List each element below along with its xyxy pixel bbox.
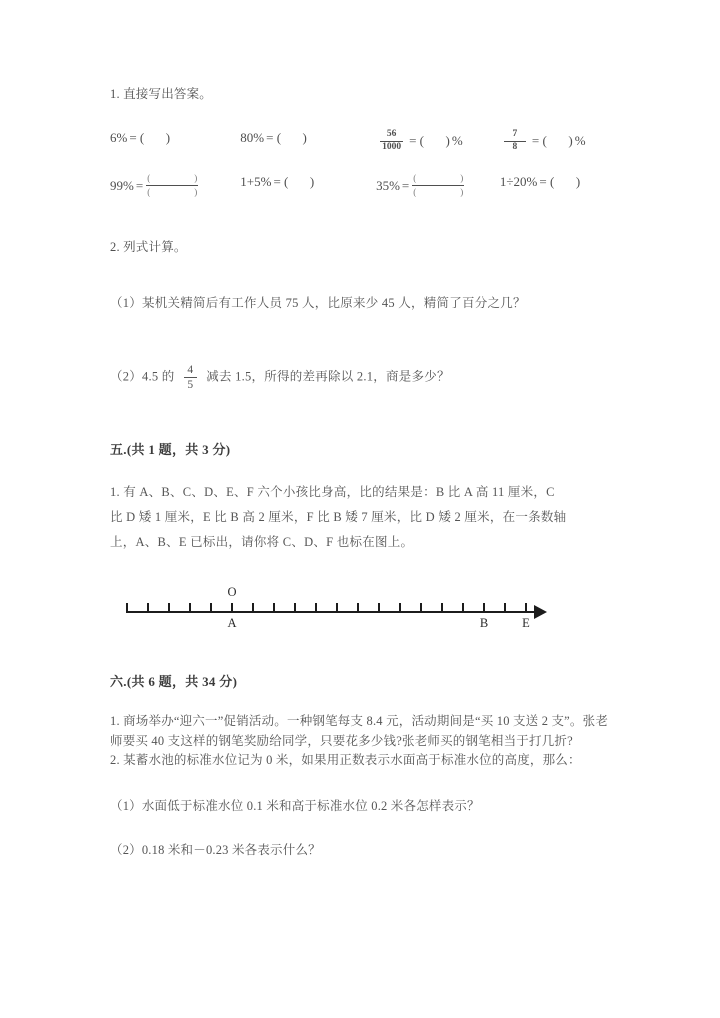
- number-line-tick: [252, 603, 254, 612]
- q1-item-1-blank[interactable]: [146, 130, 166, 146]
- number-line-tick: [189, 603, 191, 612]
- answer-fraction-blank[interactable]: [146, 174, 198, 197]
- spacer: [110, 770, 610, 796]
- fraction-numerator: 56: [386, 129, 397, 139]
- spacer: [110, 152, 610, 174]
- answer-denominator-blank[interactable]: [412, 186, 464, 197]
- q1-item-4-blank[interactable]: [549, 133, 569, 149]
- q1-item-4: [500, 130, 610, 152]
- q1-item-8-lhs: 1÷20%: [499, 174, 538, 189]
- number-line-tick: [504, 603, 506, 612]
- spacer: [110, 690, 610, 712]
- number-line-tick: [462, 603, 464, 612]
- paren-open: (: [413, 187, 417, 197]
- number-line-tick: [147, 603, 149, 612]
- fraction-denominator: 5: [187, 379, 194, 392]
- q1-item-4-suffix: %: [574, 133, 586, 148]
- number-line-tick: [210, 603, 212, 612]
- question-1-label: 1. 直接写出答案。: [110, 87, 213, 101]
- paren-open: (: [147, 173, 151, 183]
- number-line-diagram: [118, 585, 578, 641]
- number-line-tick: [294, 603, 296, 612]
- q1-row-1: [110, 130, 610, 152]
- section-5-problem-line-3: 上，A、B、E 已标出，请你将 C、D、F 也标在图上。: [110, 535, 414, 550]
- spacer: [110, 257, 610, 291]
- number-line-tick: [273, 603, 275, 612]
- number-line-tick: [315, 603, 317, 612]
- answer-numerator-blank[interactable]: [146, 174, 198, 185]
- fraction-56-over-1000: [380, 130, 403, 152]
- number-line-tick: [336, 603, 338, 612]
- section-5-problem-line-1: 1. 有 A、B、C、D、E、F 六个小孩比身高，比的结果是：B 比 A 高 11 厘米，C: [110, 485, 555, 500]
- q1-item-8-eq: = (: [539, 174, 555, 189]
- paren-close: ): [194, 187, 198, 197]
- q1-item-2-lhs: 80%: [240, 130, 265, 145]
- q1-item-8-blank[interactable]: [556, 174, 576, 190]
- q1-item-1-close: ): [165, 130, 171, 145]
- q1-item-8: [500, 174, 610, 190]
- q1-item-2: [240, 130, 376, 146]
- q1-item-7-eq: =: [401, 177, 410, 193]
- q1-item-1-lhs: 6%: [110, 130, 128, 145]
- fraction-numerator: 7: [512, 129, 518, 139]
- section-6-problem-2-sub-2: （2）0.18 米和－0.23 米各表示什么？: [110, 843, 321, 858]
- paren-close: ): [460, 173, 464, 183]
- section-6-problem-2-sub-1: （1）水面低于标准水位 0.1 米和高于标准水位 0.2 米各怎样表示？: [110, 799, 480, 814]
- number-line-label-b: B: [479, 616, 489, 631]
- q1-item-6: [240, 174, 376, 190]
- number-line-tick: [378, 603, 380, 612]
- section-6-heading: 六.(共 6 题，共 34 分): [110, 674, 238, 690]
- spacer: [110, 555, 610, 585]
- answer-fraction-blank[interactable]: [412, 174, 464, 197]
- q1-item-6-blank[interactable]: [290, 174, 310, 190]
- spacer: [110, 104, 610, 130]
- q1-item-3: [376, 130, 500, 152]
- spacer: [110, 316, 610, 364]
- q1-item-4-eq: = (: [531, 133, 547, 148]
- spacer: [110, 814, 610, 840]
- q1-item-4-close: ): [568, 133, 573, 148]
- number-line-tick: [420, 603, 422, 612]
- fraction-denominator: 8: [512, 141, 518, 152]
- fraction-numerator: 4: [187, 364, 194, 376]
- q1-item-1: [110, 130, 240, 146]
- number-line-tick: [525, 603, 527, 612]
- section-5-problem-line-2: 比 D 矮 1 厘米，E 比 B 高 2 厘米，F 比 B 矮 7 厘米，比 D 矮 2 厘米，在一条数轴: [110, 510, 567, 525]
- spacer: [110, 458, 610, 480]
- fraction-denominator: 1000: [382, 141, 402, 152]
- paren-open: (: [147, 187, 151, 197]
- spacer: [110, 641, 610, 671]
- number-line-tick: [126, 603, 128, 612]
- q1-row-2: [110, 174, 610, 197]
- number-line-axis: [126, 611, 536, 613]
- q1-item-8-close: ): [575, 174, 581, 189]
- section-5-heading: 五.(共 1 题，共 3 分): [110, 442, 231, 458]
- q1-item-5-eq: =: [135, 177, 144, 193]
- number-line-tick: [231, 603, 233, 612]
- q1-item-6-close: ): [309, 174, 315, 189]
- q1-item-7-lhs: 35%: [376, 177, 400, 193]
- number-line-label-e: E: [522, 616, 530, 631]
- section-6-problem-2-intro: 2. 某蓄水池的标准水位记为 0 米，如果用正数表示水面高于标准水位的高度，那么：: [110, 752, 581, 767]
- number-line-label-a: A: [227, 616, 237, 631]
- number-line-tick: [399, 603, 401, 612]
- question-2-item-2-prefix: （2）4.5 的: [110, 369, 175, 384]
- paren-close: ): [194, 173, 198, 183]
- answer-numerator-blank[interactable]: [412, 174, 464, 185]
- question-2-item-2-suffix: 减去 1.5，所得的差再除以 2.1，商是多少？: [206, 369, 450, 384]
- fraction-7-over-8: [504, 130, 526, 152]
- question-2-item-2: [110, 364, 610, 391]
- number-line-tick: [168, 603, 170, 612]
- question-2-item-1: （1）某机关精简后有工作人员 75 人，比原来少 45 人，精简了百分之几？: [110, 296, 526, 310]
- q1-item-5-lhs: 99%: [110, 177, 134, 193]
- q1-item-6-eq: = (: [273, 174, 289, 189]
- number-line-tick: [357, 603, 359, 612]
- section-6-problem-1: 1. 商场举办“迎六一”促销活动。一种钢笔每支 8.4 元，活动期间是“买 10 支送 2 支”。张老师要买 40 支这样的钢笔奖励给同学，只要花多少钱?张老师买的钢笔相当于打几折?: [110, 714, 609, 748]
- question-2-label: 2. 列式计算。: [110, 240, 187, 254]
- q1-item-5: [110, 174, 240, 197]
- q1-item-2-eq: = (: [266, 130, 282, 145]
- paren-close: ): [460, 187, 464, 197]
- spacer: [110, 391, 610, 439]
- q1-item-1-eq: = (: [129, 130, 145, 145]
- spacer: [110, 197, 610, 237]
- number-line-arrow-icon: [534, 605, 547, 619]
- q1-item-3-blank[interactable]: [426, 133, 446, 149]
- q1-item-3-close: ): [445, 133, 450, 148]
- q1-item-2-close: ): [302, 130, 307, 145]
- answer-denominator-blank[interactable]: [146, 186, 198, 197]
- number-line-label-o: O: [227, 585, 237, 600]
- q1-item-7: [376, 174, 500, 197]
- q1-item-3-eq: = (: [409, 133, 424, 148]
- q1-item-2-blank[interactable]: [283, 130, 303, 146]
- q1-item-3-suffix: %: [451, 133, 463, 148]
- worksheet-content: [110, 84, 610, 858]
- fraction-4-over-5: [184, 364, 197, 391]
- q1-item-6-lhs: 1+5%: [240, 174, 272, 189]
- number-line-tick: [483, 603, 485, 612]
- number-line-tick: [441, 603, 443, 612]
- paren-open: (: [413, 173, 417, 183]
